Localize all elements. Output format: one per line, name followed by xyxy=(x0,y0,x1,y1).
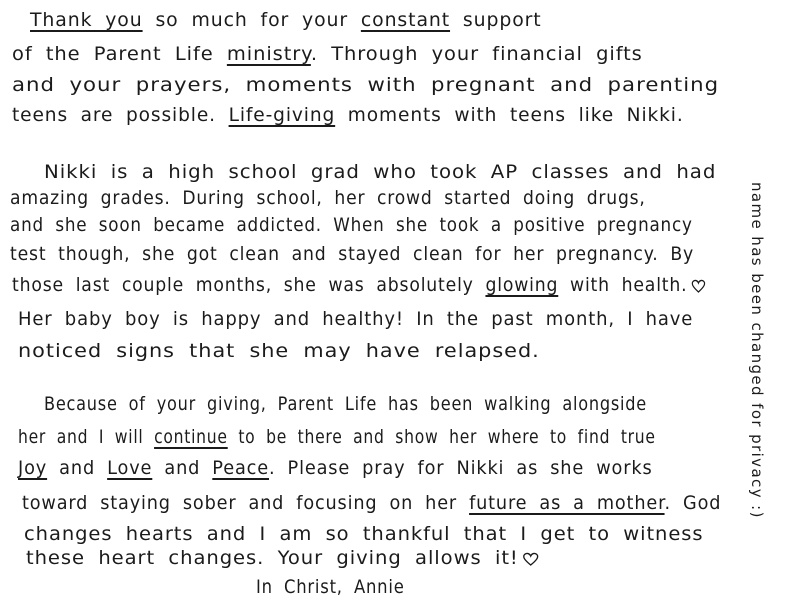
letter-line: of the Parent Life ministry. Through your financial gifts xyxy=(12,43,643,65)
letter-line: Nikki is a high school grad who took AP classes and had xyxy=(44,161,717,183)
letter-line: noticed signs that she may have relapsed. xyxy=(18,340,540,362)
letter-line: test though, she got clean and stayed clean for her pregnancy. By xyxy=(10,243,695,265)
heart-icon xyxy=(523,552,539,566)
heart-icon xyxy=(691,279,706,293)
letter-line: Joy and Love and Peace. Please pray for Nikki as she works xyxy=(18,457,653,479)
letter-line: and she soon became addicted. When she took a positive pregnancy xyxy=(10,214,693,236)
letter-line: these heart changes. Your giving allows it! xyxy=(26,546,539,570)
underlined-phrase: Joy xyxy=(18,457,48,479)
underlined-phrase: Thank you xyxy=(30,9,143,31)
letter-line: teens are possible. Life-giving moments with teens like Nikki. xyxy=(12,104,684,126)
letter-line: Her baby boy is happy and healthy! In the past month, I have xyxy=(18,308,694,330)
letter-line: her and I will continue to be there and show her where to find true xyxy=(18,426,656,448)
underlined-phrase: future as a mother xyxy=(469,492,665,514)
letter-signature: In Christ, Annie xyxy=(256,576,405,598)
letter-line: those last couple months, she was absolutely glowing with health. xyxy=(12,273,706,297)
letter-line: and your prayers, moments with pregnant and parenting xyxy=(12,74,720,96)
underlined-phrase: ministry xyxy=(226,43,311,65)
underlined-phrase: Peace xyxy=(212,457,269,479)
underlined-phrase: glowing xyxy=(485,274,559,296)
underlined-phrase: constant xyxy=(360,9,451,31)
letter-line: changes hearts and I am so thankful that I get to witness xyxy=(24,523,704,545)
letter-line: Because of your giving, Parent Life has been walking alongside xyxy=(44,393,647,415)
letter-line: amazing grades. During school, her crowd started doing drugs, xyxy=(10,187,646,209)
side-note: name has been changed for privacy :) xyxy=(748,182,766,519)
underlined-phrase: Life-giving xyxy=(228,104,336,126)
underlined-phrase: continue xyxy=(154,426,228,448)
letter-line: Thank you so much for your constant support xyxy=(30,9,542,31)
underlined-phrase: Love xyxy=(107,457,153,479)
letter-line: toward staying sober and focusing on her future as a mother. God xyxy=(22,492,722,514)
